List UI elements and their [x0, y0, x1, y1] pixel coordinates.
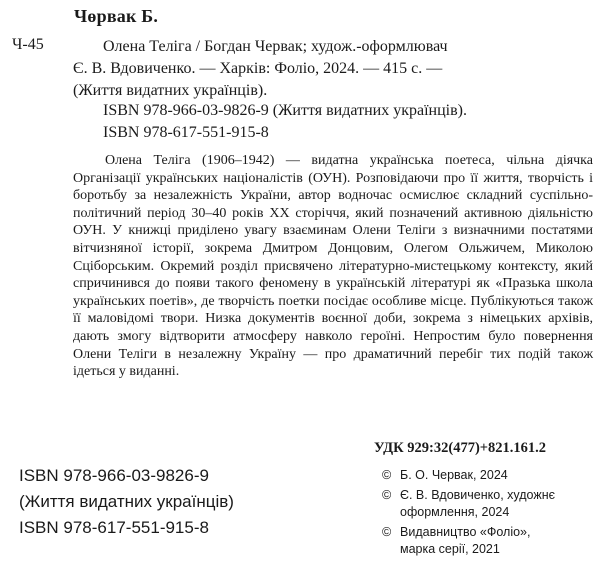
udk-code: УДК 929:32(477)+821.161.2 [374, 440, 547, 456]
biblio-line-2: Є. В. Вдовиченко. — Харків: Фоліо, 2024. — 415 с. — [73, 60, 443, 77]
copyright-designer [382, 487, 597, 521]
copyright-line: Є. В. Вдовиченко, художнє [400, 488, 555, 502]
copyright-line: Б. О. Червак, 2024 [400, 468, 508, 482]
bibliographic-description [73, 36, 593, 102]
copyright-symbol: © [382, 525, 392, 539]
isbn-bottom-2: ISBN 978-617-551-915-8 [19, 518, 209, 537]
abstract-text: Олена Теліга (1906–1942) — видатна українська поетеса, чільна діячка Організації українських націоналістів (ОУН). Розповідаючи про її життя, творчість і боротьбу за незалежність України, автор водночас осмислює складний суспільно-політичний період 30–40 років ХХ сторіччя, який позначений активною діяльністю ОУН. У книжці приділено увагу взаєминам Олени Теліги з визначними постатями вітчизняної історії, зокрема Дмитром Донцовим, Олегом Ольжичем, Миколою Сціборським. Окремий розділ присвячено літературно-мистецькому контексту, який спричинився до появи такого феномену в українській літературі як «Празька школа українських поетів», де творчість поетки посідає особливе місце. Публікуються також її маловідомі твори. Низка документів воєнної доби, зокрема з німецьких архівів, дають змогу відтворити атмосферу навколо героїні. Непростим було повернення Олени Теліги в незалежну Україну — про драматичний перебіг тих подій також ідеться у виданні. [73, 153, 593, 380]
copyright-line-cont: марка серії, 2021 [400, 542, 500, 556]
isbn-bottom-series: (Життя видатних українців) [19, 492, 234, 511]
copyright-symbol: © [382, 488, 392, 502]
isbn-top-2: ISBN 978-617-551-915-8 [103, 124, 269, 141]
author-heading: Чөрвак Б. [74, 6, 159, 26]
isbn-top-1: ISBN 978-966-03-9826-9 (Життя видатних українців). [103, 102, 467, 119]
class-code: Ч-45 [12, 36, 44, 53]
copyright-symbol: © [382, 468, 392, 482]
biblio-line-3: (Життя видатних українців). [73, 82, 268, 99]
copyright-line: Видавництво «Фоліо», [400, 525, 531, 539]
biblio-line-1: Олена Теліга / Богдан Червак; худож.-оформлювач [103, 38, 448, 55]
copyright-publisher [382, 524, 597, 558]
copyright-line-cont: оформлення, 2024 [400, 505, 510, 519]
isbn-bottom-1: ISBN 978-966-03-9826-9 [19, 466, 209, 485]
copyright-author [382, 467, 597, 484]
